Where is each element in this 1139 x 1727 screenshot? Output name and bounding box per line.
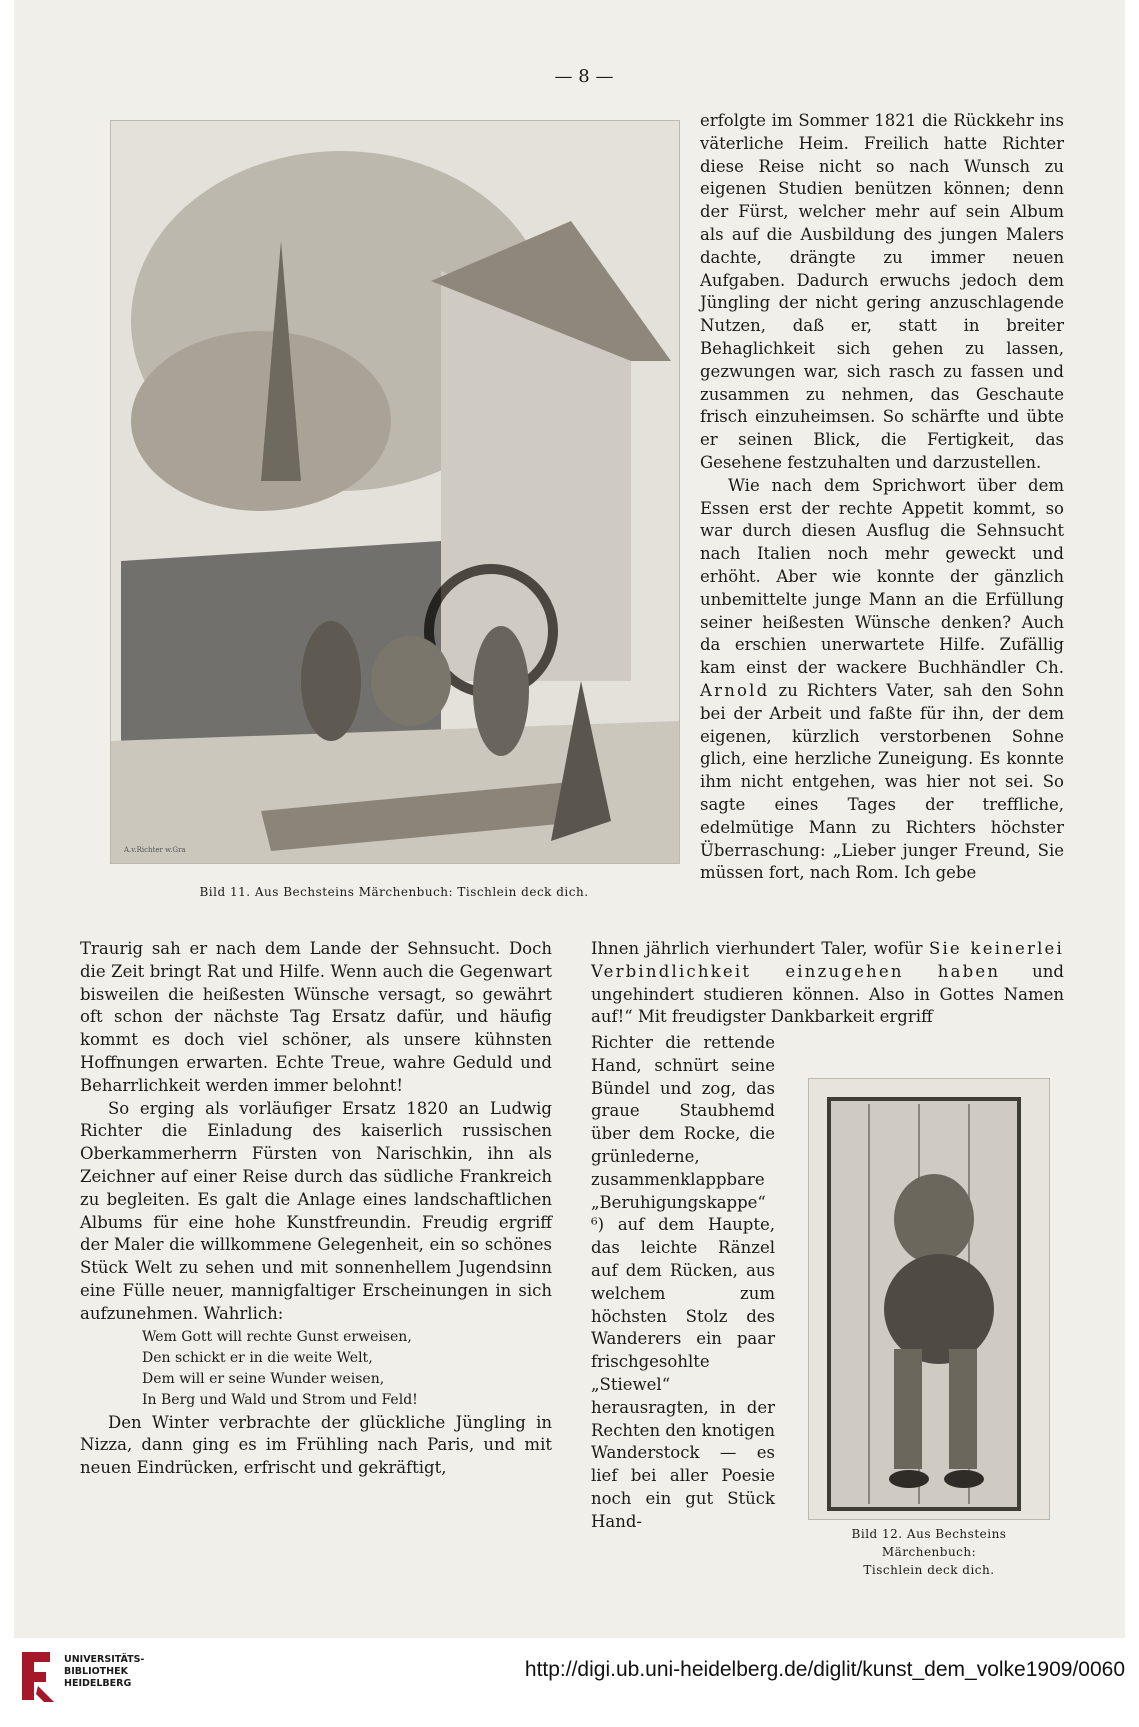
verse-line: Wem Gott will rechte Gunst erweisen, <box>142 1328 412 1345</box>
man-torso <box>894 1174 974 1264</box>
donkey <box>371 636 451 726</box>
paragraph: So erging als vorläufiger Ersatz 1820 an Ludwig Richter die Einladung des kaiserlich russischen Oberkammerherrn Fürsten von Narischkin, ihn als Zeichner auf einer Reise durch das südliche Frankreich zu begleiten. Es galt die Anlage eines landschaftlichen Albums für eine hohe Kunstfreundin. Freudig ergriff der Maler die willkommene Gelegenheit, ein so schönes Stück Welt zu sehen und mit sonnenhellem Jugendsinn eine Fülle neuer, mannigfaltiger Erscheinungen in sich aufzunehmen. Wahrlich: <box>80 1098 552 1323</box>
figure-11-caption: Bild 11. Aus Bechsteins Märchenbuch: Tischlein deck dich. <box>199 885 589 899</box>
paragraph: Richter die rettende Hand, schnürt seine Bündel und zog, das graue Staubhemd über dem Rocke, die grünlederne, zusammenklappbare „Beruhigungskappe“ ⁶) auf dem Haupte, das leichte Ränzel auf dem Rücken, aus welchem zum höchsten Stolz des Wanderers ein paar frischgesohlte „Stiewel“ herausragten, in der Rechten den knotigen Wanderstock — es lief bei aller Poesie noch ein gut Stück Hand- <box>591 1033 775 1531</box>
paragraph: Traurig sah er nach dem Lande der Sehnsucht. Doch die Zeit bringt Rat und Hilfe. Wenn auch die Gegenwart bisweilen die heißesten Wünsche versagt, so gewährt oft schon der nächste Tag Ersatz dafür, und häufig kommt es doch viel schöner, als unsere kühnsten Hoffnungen erwarten. Echte Treue, wahre Geduld und Beharrlichkeit werden immer belohnt! <box>80 939 552 1095</box>
illustration-mill-scene <box>110 120 680 864</box>
man-trousers <box>884 1254 994 1364</box>
text-column-right-narrow <box>591 1032 775 1534</box>
scanned-page <box>14 0 1125 1727</box>
verse-line: Dem will er seine Wunder weisen, <box>142 1370 385 1387</box>
paragraph: Wie nach dem Sprichwort über dem Essen erst der rechte Appetit kommt, so war durch diesen Ausflug die Sehnsucht nach Italien noch mehr geweckt und erhöht. Aber wie konnte der gänzlich unbemittelte junge Mann an die Erfüllung seiner heißesten Wünsche denken? Auch da erschien unerwartete Hilfe. Zufällig kam einst der wackere Buchhändler Ch. Arnold zu Richters Vater, sah den Sohn bei der Arbeit und faßte für ihn, der dem eigenen, kürzlich verstorbenen Sohne glich, eine herzliche Zuneigung. Es konnte ihm nicht entgehen, was hier not sei. So sagte eines Tages der treffliche, edelmütige Mann zu Richters höchster Überraschung: „Lieber junger Freund, Sie müssen fort, nach Rom. Ich gebe <box>700 475 1064 883</box>
text-column-right-upper <box>700 110 1064 885</box>
paragraph: Ihnen jährlich vierhundert Taler, wofür Sie keinerlei Verbindlichkeit einzugehen haben und ungehindert studieren können. Also in Gottes Namen auf!“ Mit freudigster Dankbarkeit ergriff <box>591 939 1064 1027</box>
library-logo-icon <box>14 1648 58 1708</box>
door-scene-drawing <box>809 1079 1049 1519</box>
mill-scene-drawing <box>111 121 679 863</box>
text-column-right-middle <box>591 938 1064 1029</box>
library-name: UNIVERSITÄTS- BIBLIOTHEK HEIDELBERG <box>64 1654 145 1689</box>
verse-line: In Berg und Wald und Strom und Feld! <box>142 1391 418 1408</box>
figure-12-caption: Bild 12. Aus Bechsteins Märchenbuch: Tischlein deck dich. <box>851 1527 1007 1577</box>
paragraph: erfolgte im Sommer 1821 die Rückkehr ins väterliche Heim. Freilich hatte Richter diese Reise nicht so nach Wunsch zu eigenen Studien benützen können; denn der Fürst, welcher mehr auf sein Album als auf die Ausbildung des jungen Malers dachte, drängte zu immer neuen Aufgaben. Dadurch erwuchs jedoch dem Jüngling der nicht gering anzuschlagende Nutzen, daß er, statt in breiter Behaglichkeit sich gehen zu lassen, gezwungen war, sich rasch zu fassen und zusammen zu nehmen, das Geschaute frisch einzuheimsen. So schärfte und übte er seinen Blick, die Fertigkeit, das Gesehene festzuhalten und darzustellen. <box>700 111 1064 472</box>
text-column-left <box>80 938 552 1480</box>
source-url-link[interactable]: http://digi.ub.uni-heidelberg.de/diglit/kunst_dem_volke1909/0060 <box>524 1658 1125 1681</box>
figure-boy <box>301 621 361 741</box>
figure-man <box>473 626 529 756</box>
paragraph: Den Winter verbrachte der glückliche Jüngling in Nizza, dann ging es im Frühling nach Paris, und mit neuen Eindrücken, erfrischt und gekräftigt, <box>80 1412 552 1478</box>
page-number: — 8 — <box>554 66 614 87</box>
verse-line: Den schickt er in die weite Welt, <box>142 1349 373 1366</box>
artist-signature: A.v.Richter w.Gra <box>124 846 186 854</box>
illustration-man-at-door <box>808 1078 1050 1520</box>
footer-bar <box>0 1638 1139 1727</box>
